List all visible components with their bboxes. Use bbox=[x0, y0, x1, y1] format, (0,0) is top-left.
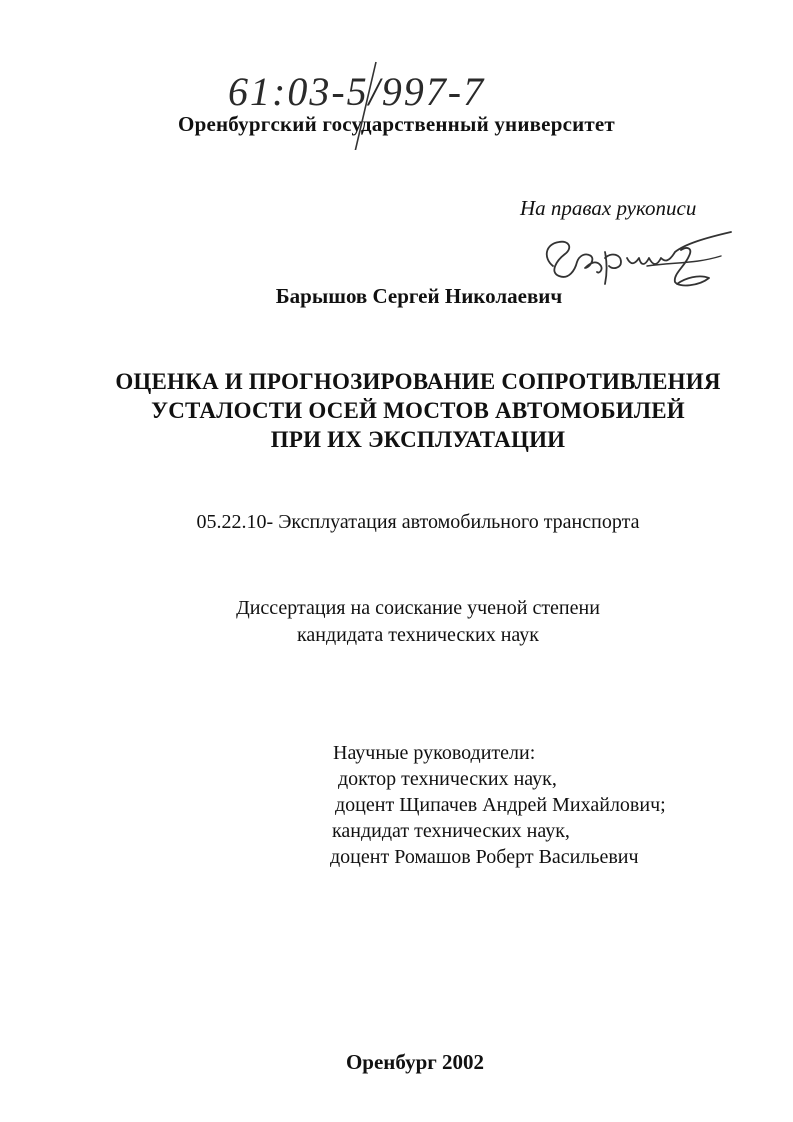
title-line: ПРИ ИХ ЭКСПЛУАТАЦИИ bbox=[270, 427, 566, 452]
title-line: ОЦЕНКА И ПРОГНОЗИРОВАНИЕ СОПРОТИВЛЕНИЯ bbox=[115, 369, 721, 394]
catalog-number-text: 61:03-5/997-7 bbox=[228, 69, 486, 114]
specialty-code: 05.22.10- Эксплуатация автомобильного транспорта bbox=[196, 511, 640, 533]
advisor-line: доцент Щипачев Андрей Михайлович; bbox=[335, 794, 666, 816]
university-name: Оренбургский государственный университет bbox=[178, 112, 615, 136]
author-name: Барышов Сергей Николаевич bbox=[275, 284, 563, 308]
dissertation-title bbox=[0, 367, 793, 454]
advisors-heading: Научные руководители: bbox=[333, 742, 536, 764]
degree-statement bbox=[0, 595, 793, 649]
rights-note: На правах рукописи bbox=[520, 196, 697, 220]
city-year: Оренбург 2002 bbox=[345, 1050, 485, 1074]
advisor-line: доктор технических наук, bbox=[338, 768, 557, 790]
advisor-line: доцент Ромашов Роберт Васильевич bbox=[330, 846, 639, 868]
degree-line: кандидата технических наук bbox=[296, 624, 540, 646]
advisors-block bbox=[328, 740, 666, 870]
title-line: УСТАЛОСТИ ОСЕЙ МОСТОВ АВТОМОБИЛЕЙ bbox=[151, 398, 685, 423]
advisor-line: кандидат технических наук, bbox=[332, 820, 570, 842]
signature-image bbox=[535, 222, 745, 292]
degree-line: Диссертация на соискание ученой степени bbox=[236, 597, 600, 619]
